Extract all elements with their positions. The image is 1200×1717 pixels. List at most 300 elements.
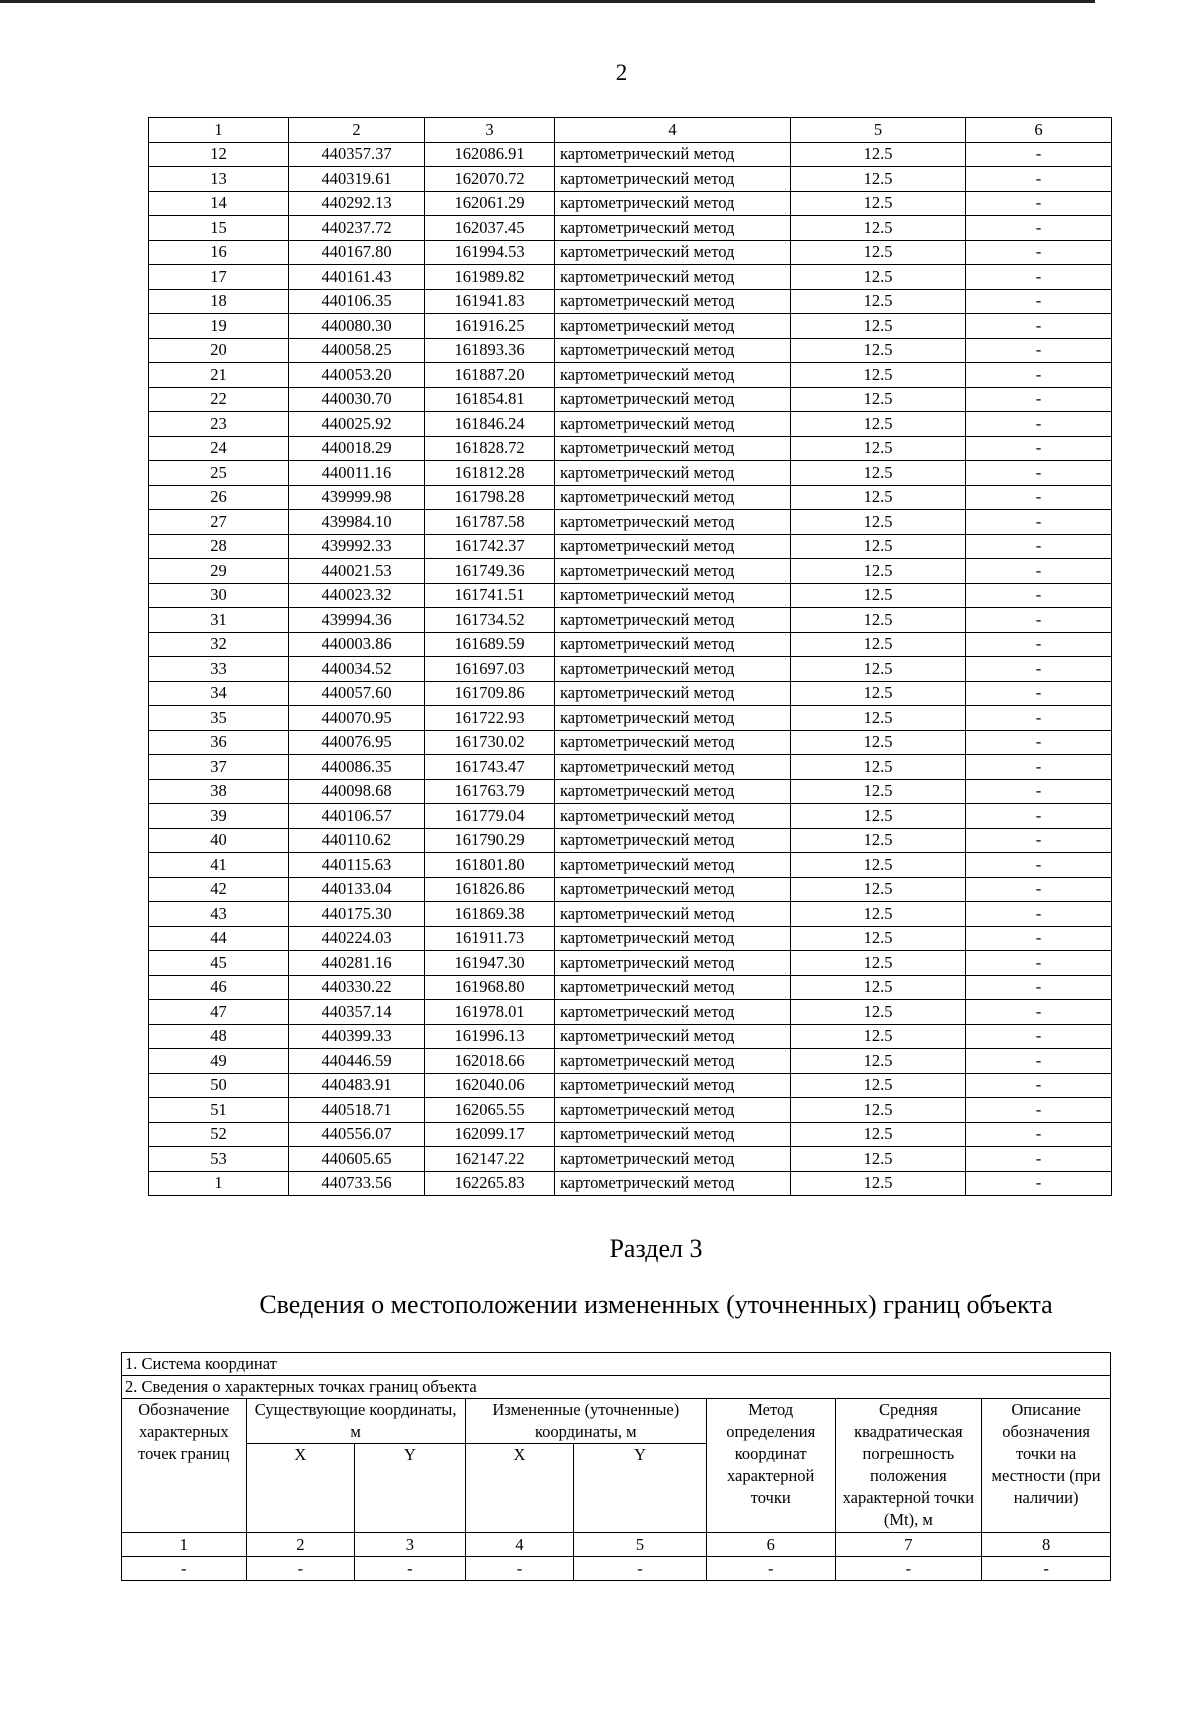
table-row [149,951,1112,976]
column-number: 1 [122,1533,247,1557]
table-row [149,240,1112,265]
col-method: Метод определения координат характерной точки [706,1399,835,1533]
table-cell: 162147.22 [425,1147,555,1172]
table-cell: 161722.93 [425,706,555,731]
section-title: Раздел 3 [609,1234,703,1263]
table-cell: 43 [149,902,289,927]
table-cell: 161779.04 [425,804,555,829]
table-cell: 162040.06 [425,1073,555,1098]
table-cell: 39 [149,804,289,829]
table-cell: картометрический метод [555,1147,791,1172]
table-cell: картометрический метод [555,804,791,829]
table-cell: картометрический метод [555,510,791,535]
table-cell: 29 [149,559,289,584]
table-row [149,583,1112,608]
table-cell: 12.5 [791,632,966,657]
table-cell: 161730.02 [425,730,555,755]
table-cell: 161787.58 [425,510,555,535]
table-cell: 161916.25 [425,314,555,339]
table-cell: 161812.28 [425,461,555,486]
table-cell: картометрический метод [555,951,791,976]
changed-x-label: X [465,1444,574,1533]
table-cell: 439994.36 [289,608,425,633]
table-cell: 20 [149,338,289,363]
table-cell: картометрический метод [555,657,791,682]
table-cell: 12.5 [791,1024,966,1049]
table-cell: 27 [149,510,289,535]
table-cell: 12.5 [791,706,966,731]
table-cell: 161846.24 [425,412,555,437]
table-cell: картометрический метод [555,1049,791,1074]
table-cell: 12 [149,142,289,167]
table-cell: картометрический метод [555,632,791,657]
table-cell: картометрический метод [555,608,791,633]
table-cell: 440086.35 [289,755,425,780]
table-cell: 161689.59 [425,632,555,657]
table-cell: 440003.86 [289,632,425,657]
table-cell: 12.5 [791,1098,966,1123]
table-row [149,1024,1112,1049]
table-row [149,1049,1112,1074]
table-cell: - [966,436,1112,461]
table-cell: - [966,1122,1112,1147]
table-cell: - [966,167,1112,192]
table-cell: 161801.80 [425,853,555,878]
table-cell: 15 [149,216,289,241]
table-cell: - [966,314,1112,339]
table-cell: 19 [149,314,289,339]
table-cell: 12.5 [791,730,966,755]
table-cell: картометрический метод [555,828,791,853]
table-cell: картометрический метод [555,1098,791,1123]
table-cell: картометрический метод [555,142,791,167]
table-cell: 440518.71 [289,1098,425,1123]
table-cell: 12.5 [791,1049,966,1074]
empty-cell: - [465,1557,574,1581]
table-cell: 440733.56 [289,1171,425,1196]
table-cell: 12.5 [791,681,966,706]
column-number: 4 [465,1533,574,1557]
table-cell: 46 [149,975,289,1000]
table-cell: 440034.52 [289,657,425,682]
table-cell: 12.5 [791,926,966,951]
table-cell: 12.5 [791,338,966,363]
empty-cell: - [122,1557,247,1581]
table-cell: - [966,1024,1112,1049]
table-cell: картометрический метод [555,779,791,804]
table-cell: 26 [149,485,289,510]
col-designation: Обозначение характерных точек границ [122,1399,247,1533]
table-cell: 440237.72 [289,216,425,241]
table-cell: - [966,755,1112,780]
table-cell: 440106.57 [289,804,425,829]
col-existing-coords: Существующие координаты, м [246,1399,465,1444]
table-cell: - [966,559,1112,584]
table-cell: 25 [149,461,289,486]
table-row [149,902,1112,927]
table-cell: - [966,951,1112,976]
table-row [149,608,1112,633]
table-cell: 12.5 [791,951,966,976]
table-cell: картометрический метод [555,559,791,584]
table-cell: 12.5 [791,975,966,1000]
column-number: 8 [982,1533,1111,1557]
table-cell: 44 [149,926,289,951]
table-cell: картометрический метод [555,706,791,731]
table-cell: 12.5 [791,657,966,682]
table-cell: 439984.10 [289,510,425,535]
table-cell: 440110.62 [289,828,425,853]
table-cell: 38 [149,779,289,804]
table-cell: 161709.86 [425,681,555,706]
table-cell: - [966,1098,1112,1123]
table-row [149,412,1112,437]
table-row [149,461,1112,486]
table-cell: - [966,338,1112,363]
table-cell: картометрический метод [555,461,791,486]
table-cell: 161743.47 [425,755,555,780]
table-row [149,828,1112,853]
table-row [149,1147,1112,1172]
table-row [149,559,1112,584]
table-cell: - [966,265,1112,290]
table-cell: картометрический метод [555,338,791,363]
table-cell: - [966,1000,1112,1025]
empty-data-row [122,1557,1111,1581]
table-cell: картометрический метод [555,681,791,706]
points-info-label: 2. Сведения о характерных точках границ объекта [122,1376,1111,1399]
table-cell: 440053.20 [289,363,425,388]
table-cell: картометрический метод [555,730,791,755]
table-cell: - [966,485,1112,510]
table-row [149,363,1112,388]
column-number: 6 [706,1533,835,1557]
table-cell: картометрический метод [555,485,791,510]
table-row [149,706,1112,731]
table-cell: - [966,142,1112,167]
table-cell: 32 [149,632,289,657]
table-cell: 12.5 [791,559,966,584]
section-subtitle: Сведения о местоположении измененных (уточненных) границ объекта [259,1290,1053,1319]
table-cell: картометрический метод [555,877,791,902]
table-row [149,1073,1112,1098]
table-cell: - [966,975,1112,1000]
table-cell: картометрический метод [555,853,791,878]
table-row [149,191,1112,216]
table-cell: - [966,363,1112,388]
table-cell: - [966,853,1112,878]
table-cell: 440018.29 [289,436,425,461]
table-cell: 162065.55 [425,1098,555,1123]
table-cell: 440161.43 [289,265,425,290]
column-numbers-row [122,1533,1111,1557]
table-cell: 12.5 [791,1147,966,1172]
table-cell: 12.5 [791,583,966,608]
table-cell: 53 [149,1147,289,1172]
table-cell: 162037.45 [425,216,555,241]
table-row [149,510,1112,535]
table-cell: 18 [149,289,289,314]
table-cell: - [966,240,1112,265]
table-cell: 49 [149,1049,289,1074]
table-cell: 161734.52 [425,608,555,633]
table-cell: 13 [149,167,289,192]
table-cell: картометрический метод [555,240,791,265]
table-row [149,755,1112,780]
table-cell: 37 [149,755,289,780]
table-cell: 440133.04 [289,877,425,902]
table-cell: 12.5 [791,191,966,216]
table-cell: 162061.29 [425,191,555,216]
table-cell: - [966,706,1112,731]
table-cell: - [966,216,1112,241]
table-cell: 161893.36 [425,338,555,363]
table-cell: 440357.37 [289,142,425,167]
table-cell: картометрический метод [555,975,791,1000]
table-cell: - [966,534,1112,559]
table-cell: 28 [149,534,289,559]
table-cell: - [966,1073,1112,1098]
empty-cell: - [982,1557,1111,1581]
table-cell: 440058.25 [289,338,425,363]
table-cell: 440080.30 [289,314,425,339]
table-cell: 30 [149,583,289,608]
table-cell: 440076.95 [289,730,425,755]
table-cell: 439999.98 [289,485,425,510]
table-cell: картометрический метод [555,1073,791,1098]
table-cell: 1 [149,1171,289,1196]
table-cell: 440057.60 [289,681,425,706]
table-cell: 12.5 [791,902,966,927]
column-number: 5 [574,1533,707,1557]
table-cell: 440483.91 [289,1073,425,1098]
table-cell: 161887.20 [425,363,555,388]
table-cell: 440399.33 [289,1024,425,1049]
changed-y-label: Y [574,1444,707,1533]
top-border-line [0,0,1095,3]
table-cell: - [966,804,1112,829]
empty-cell: - [706,1557,835,1581]
table-cell: картометрический метод [555,314,791,339]
table-cell: 12.5 [791,485,966,510]
table-cell: 161697.03 [425,657,555,682]
table-cell: картометрический метод [555,583,791,608]
table-cell: 12.5 [791,804,966,829]
table-cell: 440446.59 [289,1049,425,1074]
table-cell: 12.5 [791,1073,966,1098]
empty-cell: - [574,1557,707,1581]
table-row [149,436,1112,461]
table-row [149,681,1112,706]
table-cell: 161947.30 [425,951,555,976]
table-cell: 162265.83 [425,1171,555,1196]
table-row [149,1098,1112,1123]
table-cell: 162099.17 [425,1122,555,1147]
table-row [149,779,1112,804]
header-cell: 1 [149,118,289,143]
table-row [149,142,1112,167]
table-cell: 161826.86 [425,877,555,902]
table-cell: 12.5 [791,1122,966,1147]
table-cell: 24 [149,436,289,461]
table-cell: 23 [149,412,289,437]
table-cell: 161798.28 [425,485,555,510]
table-cell: 440281.16 [289,951,425,976]
table-cell: 440025.92 [289,412,425,437]
header-cell: 4 [555,118,791,143]
page-number: 2 [615,60,628,85]
table-cell: 33 [149,657,289,682]
table-cell: 440330.22 [289,975,425,1000]
header-cell: 5 [791,118,966,143]
table-cell: 161749.36 [425,559,555,584]
table-cell: 440070.95 [289,706,425,731]
table-cell: 40 [149,828,289,853]
boundary-table [121,1352,1111,1581]
table-row [149,338,1112,363]
table-cell: 12.5 [791,534,966,559]
table-cell: 12.5 [791,853,966,878]
table-row [149,485,1112,510]
table-row [149,804,1112,829]
table-cell: - [966,730,1112,755]
table-cell: - [966,412,1112,437]
table-cell: картометрический метод [555,363,791,388]
table-cell: 440021.53 [289,559,425,584]
table-cell: 162018.66 [425,1049,555,1074]
table-cell: - [966,779,1112,804]
table-cell: 51 [149,1098,289,1123]
table-cell: 31 [149,608,289,633]
table-cell: 162086.91 [425,142,555,167]
table-cell: 14 [149,191,289,216]
table-cell: 162070.72 [425,167,555,192]
table-cell: картометрический метод [555,755,791,780]
table-cell: - [966,657,1112,682]
table-cell: картометрический метод [555,1000,791,1025]
table-cell: 35 [149,706,289,731]
table-cell: 440115.63 [289,853,425,878]
table-row [149,657,1112,682]
table-cell: 161994.53 [425,240,555,265]
table-cell: 50 [149,1073,289,1098]
col-mean-error: Средняя квадратическая погрешность положения характерной точки (Mt), м [835,1399,982,1533]
table-cell: 161941.83 [425,289,555,314]
table-cell: 440175.30 [289,902,425,927]
empty-cell: - [246,1557,355,1581]
table-cell: картометрический метод [555,926,791,951]
table-cell: картометрический метод [555,1122,791,1147]
table-row [149,289,1112,314]
table-row [149,387,1112,412]
table-cell: 440106.35 [289,289,425,314]
col-description: Описание обозначения точки на местности (при наличии) [982,1399,1111,1533]
table-cell: 45 [149,951,289,976]
table-cell: 12.5 [791,216,966,241]
table-cell: 12.5 [791,363,966,388]
table-cell: - [966,461,1112,486]
existing-x-label: X [246,1444,355,1533]
table-cell: картометрический метод [555,289,791,314]
existing-y-label: Y [355,1444,466,1533]
table-cell: 12.5 [791,510,966,535]
table-cell: 161828.72 [425,436,555,461]
table-cell: 161763.79 [425,779,555,804]
table-row [149,265,1112,290]
table-cell: 12.5 [791,167,966,192]
table-cell: 440357.14 [289,1000,425,1025]
table-cell: 12.5 [791,1000,966,1025]
table-cell: 12.5 [791,779,966,804]
table-cell: - [966,510,1112,535]
table-cell: 52 [149,1122,289,1147]
table-cell: 440030.70 [289,387,425,412]
table-row [149,975,1112,1000]
table-cell: картометрический метод [555,534,791,559]
table-cell: 440011.16 [289,461,425,486]
coordinates-table [148,117,1112,1196]
table-cell: 12.5 [791,412,966,437]
coord-system-label: 1. Система координат [122,1353,1111,1376]
table-cell: 440556.07 [289,1122,425,1147]
table-cell: картометрический метод [555,412,791,437]
table-cell: - [966,191,1112,216]
table-cell: 12.5 [791,755,966,780]
table-row [149,926,1112,951]
table-cell: 161989.82 [425,265,555,290]
table-cell: - [966,1147,1112,1172]
table-row [149,167,1112,192]
table-cell: 12.5 [791,314,966,339]
table-row [149,1171,1112,1196]
table-cell: 161854.81 [425,387,555,412]
table-cell: 440319.61 [289,167,425,192]
table-cell: 161742.37 [425,534,555,559]
table-cell: - [966,583,1112,608]
table-cell: картометрический метод [555,1171,791,1196]
table-cell: 12.5 [791,461,966,486]
table-cell: 12.5 [791,877,966,902]
table-cell: картометрический метод [555,902,791,927]
column-number: 3 [355,1533,466,1557]
empty-cell: - [835,1557,982,1581]
table-cell: 161996.13 [425,1024,555,1049]
table-cell: 12.5 [791,289,966,314]
table-cell: - [966,877,1112,902]
column-number: 7 [835,1533,982,1557]
table-cell: - [966,1171,1112,1196]
table-cell: 440292.13 [289,191,425,216]
table-cell: 161790.29 [425,828,555,853]
table-cell: картометрический метод [555,265,791,290]
table-header-row [149,118,1112,143]
col-changed-coords: Измененные (уточненные) координаты, м [465,1399,706,1444]
table-cell: 34 [149,681,289,706]
table-cell: 22 [149,387,289,412]
table-cell: 48 [149,1024,289,1049]
table-row [149,853,1112,878]
table-cell: - [966,902,1112,927]
table-cell: 17 [149,265,289,290]
table-cell: - [966,926,1112,951]
table-cell: 36 [149,730,289,755]
table-row [149,534,1112,559]
table-cell: 440605.65 [289,1147,425,1172]
table-cell: 440023.32 [289,583,425,608]
table-row [149,216,1112,241]
table-cell: 12.5 [791,608,966,633]
table-cell: - [966,289,1112,314]
